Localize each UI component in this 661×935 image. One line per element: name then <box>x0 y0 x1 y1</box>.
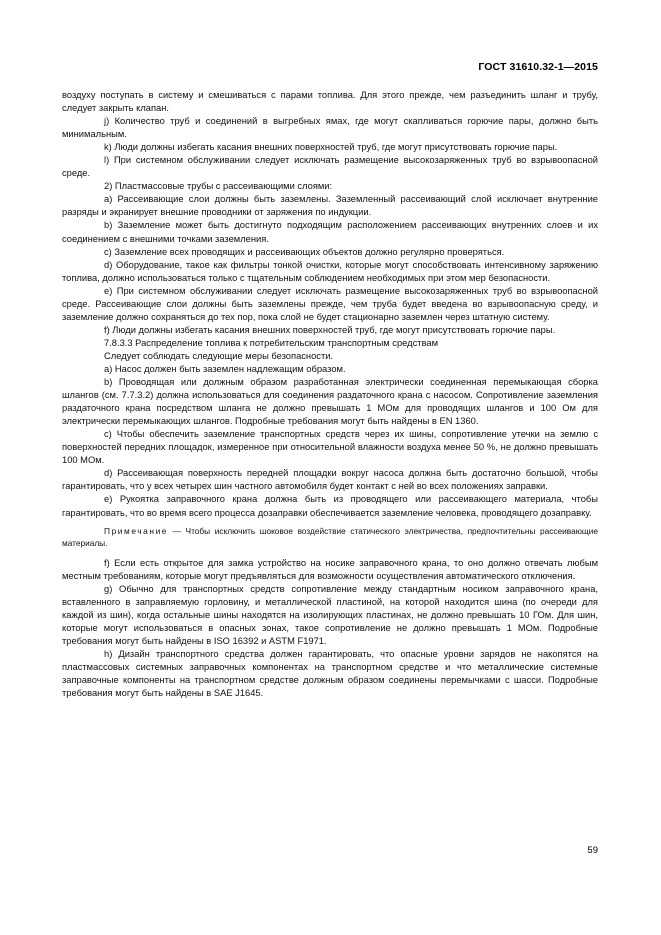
section-heading: 7.8.3.3 Распределение топлива к потребительским транспортным средствам <box>104 337 439 348</box>
document-body <box>62 89 598 700</box>
paragraph: j) Количество труб и соединений в выгребных ямах, где могут скапливаться горючие пары, должно быть минимальным. <box>62 116 598 140</box>
paragraph: a) Рассеивающие слои должны быть заземлены. Заземленный рассеивающий слой исключает внутренние разряды и экранирует внешние проводники от заряжения по индукции. <box>62 194 598 218</box>
note-text: — Чтобы исключить шоковое воздействие статического электричества, предпочтительны рассеивающие материалы. <box>62 525 598 548</box>
paragraph: h) Дизайн транспортного средства должен гарантировать, что опасные уровни зарядов не накопятся на пластмассовых системных заправочных компонентах на транспортном средстве и что металлические системные заправочные компоненты на транспортном средстве должным образом соединены перемычками с шасси. Подробные требования могут быть найдены в SAE J1645. <box>62 648 598 699</box>
paragraph: b) Проводящая или должным образом разработанная электрически соединенная перемыкающая сборка шлангов (см. 7.7.3.2) должна использоваться для соединения раздаточного крана с насосом. Сопротивление заземления раздаточного крана посредством шланга не должно превышать 1 МОм для проводящих шлангов и 100 Ом для электрически перемыкающих шлангов. Подробные требования могут быть найдены в EN 1360. <box>62 377 598 427</box>
paragraph: d) Оборудование, такое как фильтры тонкой очистки, которые могут способствовать интенсивному заряжению топлива, должно использоваться только с тщательным соблюдением необходимых при этом мер безопасности. <box>62 259 598 283</box>
paragraph: b) Заземление может быть достигнуто подходящим расположением рассеивающих внутренних слоев и их соединением с внешними точками заземления. <box>62 220 598 244</box>
paragraph: f) Люди должны избегать касания внешних поверхностей труб, где могут присутствовать горючие пары. <box>104 324 556 335</box>
paragraph: воздуху поступать в систему и смешиваться с парами топлива. Для этого прежде, чем разъединить шланг и трубу, следует закрыть клапан. <box>62 90 598 114</box>
paragraph: e) При системном обслуживании следует исключать размещение высокозаряженных труб во взрывоопасной среде. Рассеивающие слои должны быть заземлены прежде, чем труба будет введена во взрывоопасную среду, и заземление должно сохраняться до тех пор, пока слой не будет стационарно заземлен через штатную систему. <box>62 285 598 322</box>
paragraph: d) Рассеивающая поверхность передней площадки вокруг насоса должна быть достаточно большой, чтобы гарантировать, что у всех четырех шин частного автомобиля будет контакт с ней во всех положениях заправки. <box>62 468 598 492</box>
page-number: 59 <box>587 845 598 856</box>
paragraph: l) При системном обслуживании следует исключать размещение высокозаряженных труб во взрывоопасной среде. <box>62 155 598 179</box>
paragraph: f) Если есть открытое для замка устройство на носике заправочного крана, то оно должно отвечать любым местным требованиям, которые могут предъявляться для возможности осуществления автоматического отключения. <box>62 557 598 581</box>
paragraph: e) Рукоятка заправочного крана должна быть из проводящего или рассеивающего материала, чтобы гарантировать, что во время всего процесса дозаправки обеспечивается заземление человека, проводящего дозаправку. <box>62 494 598 518</box>
paragraph: c) Чтобы обеспечить заземление транспортных средств через их шины, сопротивление утечки на землю с поверхностей передних площадок, измеренное при относительной влажности воздуха менее 50 %, не должно превышать 100 МОм. <box>62 429 598 466</box>
note-label: Примечание <box>104 525 169 536</box>
paragraph: Следует соблюдать следующие меры безопасности. <box>104 350 334 361</box>
paragraph: a) Насос должен быть заземлен надлежащим образом. <box>104 363 346 374</box>
paragraph: g) Обычно для транспортных средств сопротивление между стандартным носиком заправочного крана, вставленного в заправляемую горловину, и металлической пластиной, на которой находится шина (по очереди для каждой из шин), когда остальные шины находятся на изолирующих пластинах, не должно превышать 10 ГОм. Для шин, которые могут использоваться в опасных зонах, такое сопротивление не должно превышать 1 МОм. Подробные требования могут быть найдены в ISO 16392 и ASTM F1971. <box>62 583 598 646</box>
standard-header: ГОСТ 31610.32-1—2015 <box>478 61 598 73</box>
paragraph: c) Заземление всех проводящих и рассеивающих объектов должно регулярно проверяться. <box>104 246 505 257</box>
note <box>62 525 598 549</box>
paragraph: k) Люди должны избегать касания внешних поверхностей труб, где могут присутствовать горючие пары. <box>104 142 558 153</box>
list-heading: 2) Пластмассовые трубы с рассеивающими слоями: <box>104 181 333 192</box>
